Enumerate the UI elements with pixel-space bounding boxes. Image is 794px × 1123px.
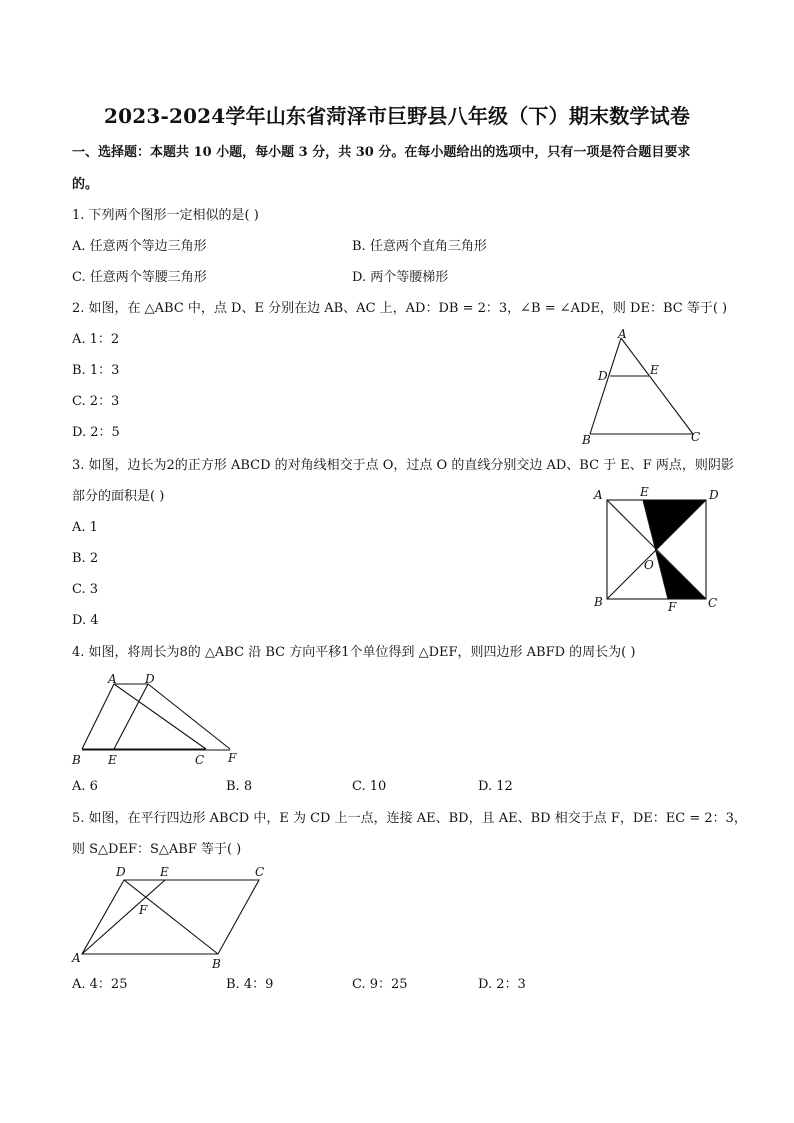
q3-label-o: O [644,558,654,572]
q5-label-b: B [212,957,221,971]
section-heading-line-1: 一、选择题：本题共 10 小题，每小题 3 分，共 30 分。在每小题给出的选项中，只有一项是符合题目要求 [72,145,691,160]
q1-option-b: B. 任意两个直角三角形 [352,239,487,254]
q3-label-b: B [594,595,603,609]
q4-label-b: B [72,753,81,767]
q5-stem-line-1: 5. 如图，在平行四边形 ABCD 中，E 为 CD 上一点，连接 AE、BD，且 AE、BD 相交于点 F，DE：EC = 2：3， [72,811,747,826]
q2-label-d: D [598,369,608,383]
q3-option-b: B. 2 [72,551,99,566]
q3-option-d: D. 4 [72,613,99,628]
q4-option-d: D. 12 [478,779,513,794]
q3-square-figure [590,484,726,614]
q3-label-d: D [709,488,719,502]
q4-translation-figure [68,670,248,770]
q3-stem-line-2: 部分的面积是( ) [72,489,165,504]
q5-stem-line-2: 则 S△DEF：S△ABF 等于( ) [72,842,242,857]
q3-option-a: A. 1 [72,520,98,535]
q5-option-d: D. 2：3 [478,977,526,992]
q4-option-b: B. 8 [226,779,253,794]
q2-label-b: B [582,433,591,447]
q3-stem-line-1: 3. 如图，边长为2的正方形 ABCD 的对角线相交于点 O，过点 O 的直线分别交边 AD、BC 于 E、F 两点，则阴影 [72,458,734,473]
q5-label-f: F [139,903,148,917]
q4-option-c: C. 10 [352,779,387,794]
q2-option-c: C. 2：3 [72,394,120,409]
q4-option-a: A. 6 [72,779,98,794]
q1-option-c: C. 任意两个等腰三角形 [72,270,207,285]
q2-option-a: A. 1：2 [72,332,120,347]
q3-label-c: C [708,596,718,610]
q5-label-a: A [72,951,81,965]
q4-stem: 4. 如图，将周长为8的 △ABC 沿 BC 方向平移1个单位得到 △DEF，则四边形 ABFD 的周长为( ) [72,645,636,660]
q5-label-d: D [116,865,126,879]
q4-label-c: C [195,753,205,767]
q3-label-a: A [594,488,603,502]
q2-stem: 2. 如图，在 △ABC 中，点 D、E 分别在边 AB、AC 上，AD：DB = 2：3，∠B = ∠ADE，则 DE：BC 等于( ) [72,301,728,316]
q2-label-c: C [691,430,701,444]
q2-label-a: A [618,327,627,341]
q3-label-f: F [668,600,677,614]
q5-label-c: C [255,865,265,879]
q5-parallelogram-figure [66,862,280,974]
q2-triangle-figure [578,326,708,448]
page-title: 2023-2024学年山东省菏泽市巨野县八年级（下）期末数学试卷 [103,104,691,128]
q2-option-b: B. 1：3 [72,363,120,378]
q4-label-a: A [108,672,117,686]
q2-option-d: D. 2：5 [72,425,120,440]
q5-option-b: B. 4：9 [226,977,274,992]
q4-label-e: E [108,753,117,767]
q5-option-a: A. 4：25 [72,977,128,992]
q3-option-c: C. 3 [72,582,99,597]
section-heading-line-2: 的。 [72,177,99,192]
q1-stem: 1. 下列两个图形一定相似的是( ) [72,208,259,223]
q3-label-e: E [640,485,649,499]
q4-label-d: D [145,672,155,686]
q1-option-a: A. 任意两个等边三角形 [72,239,207,254]
q4-label-f: F [228,751,237,765]
q2-label-e: E [650,363,659,377]
q5-label-e: E [160,865,169,879]
q1-option-d: D. 两个等腰梯形 [352,270,449,285]
q5-option-c: C. 9：25 [352,977,408,992]
